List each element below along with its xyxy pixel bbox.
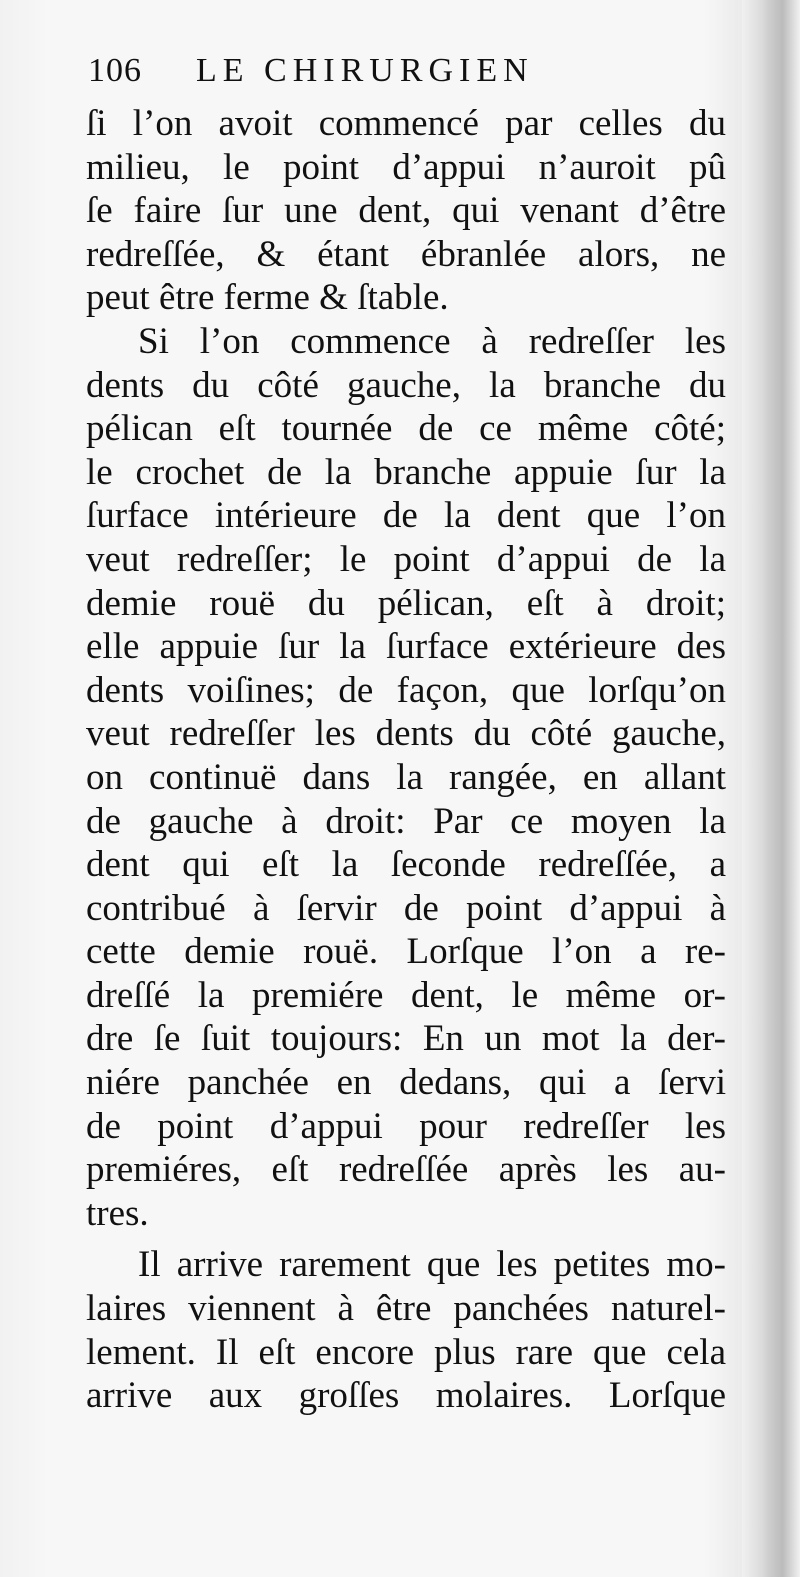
running-title: LE CHIRURGIEN	[196, 52, 534, 89]
text-line: le crochet de la branche appuie ſur la	[86, 451, 726, 493]
text-line: Si l’on commence à redreſſer les	[138, 320, 726, 362]
text-line: dreſſé la premiére dent, le même or-	[86, 974, 726, 1016]
text-line: elle appuie ſur la ſurface extérieure des	[86, 626, 726, 668]
text-line: arrive aux groſſes molaires. Lorſque	[86, 1375, 726, 1417]
text-line: milieu, le point d’appui n’auroit pû	[86, 146, 726, 188]
text-line: veut redreſſer les dents du côté gauche,	[86, 713, 726, 755]
text-line: cette demie rouë. Lorſque l’on a re-	[86, 931, 726, 973]
text-line: ſi l’on avoit commencé par celles du	[86, 103, 726, 144]
text-line: de gauche à droit: Par ce moyen la	[86, 800, 726, 842]
text-line: redreſſée, & étant ébranlée alors, ne	[86, 233, 726, 275]
text-line: de point d’appui pour redreſſer les	[86, 1105, 726, 1147]
text-line: dents voiſines; de façon, que lorſqu’on	[86, 669, 726, 711]
text-line: lement. Il eſt encore plus rare que cela	[86, 1331, 726, 1373]
text-line: niére panchée en dedans, qui a ſervi	[86, 1062, 726, 1104]
page-number: 106	[88, 52, 142, 89]
text-line: ſe faire ſur une dent, qui venant d’être	[86, 190, 726, 232]
text-line: on continuë dans la rangée, en allant	[86, 756, 726, 798]
text-line: laires viennent à être panchées naturel-	[86, 1288, 726, 1330]
text-line: premiéres, eſt redreſſée après les au-	[86, 1149, 726, 1191]
text-line: dent qui eſt la ſeconde redreſſée, a	[86, 844, 726, 886]
text-line: tres.	[86, 1192, 149, 1234]
text-line: pélican eſt tournée de ce même côté;	[86, 408, 726, 450]
body-text	[86, 102, 726, 1418]
text-line: contribué à ſervir de point d’appui à	[86, 887, 726, 929]
text-line: dre ſe ſuit toujours: En un mot la der-	[86, 1018, 726, 1060]
paragraph-gap	[86, 1235, 726, 1243]
text-line: peut être ferme & ſtable.	[86, 277, 449, 319]
text-line: dents du côté gauche, la branche du	[86, 364, 726, 406]
text-line: ſurface intérieure de la dent que l’on	[86, 495, 726, 537]
text-line: demie rouë du pélican, eſt à droit;	[86, 582, 726, 624]
text-line: veut redreſſer; le point d’appui de la	[86, 538, 726, 580]
page-gutter-shadow	[742, 0, 800, 1577]
text-line: Il arrive rarement que les petites mo-	[138, 1244, 726, 1286]
page-header	[88, 52, 728, 96]
